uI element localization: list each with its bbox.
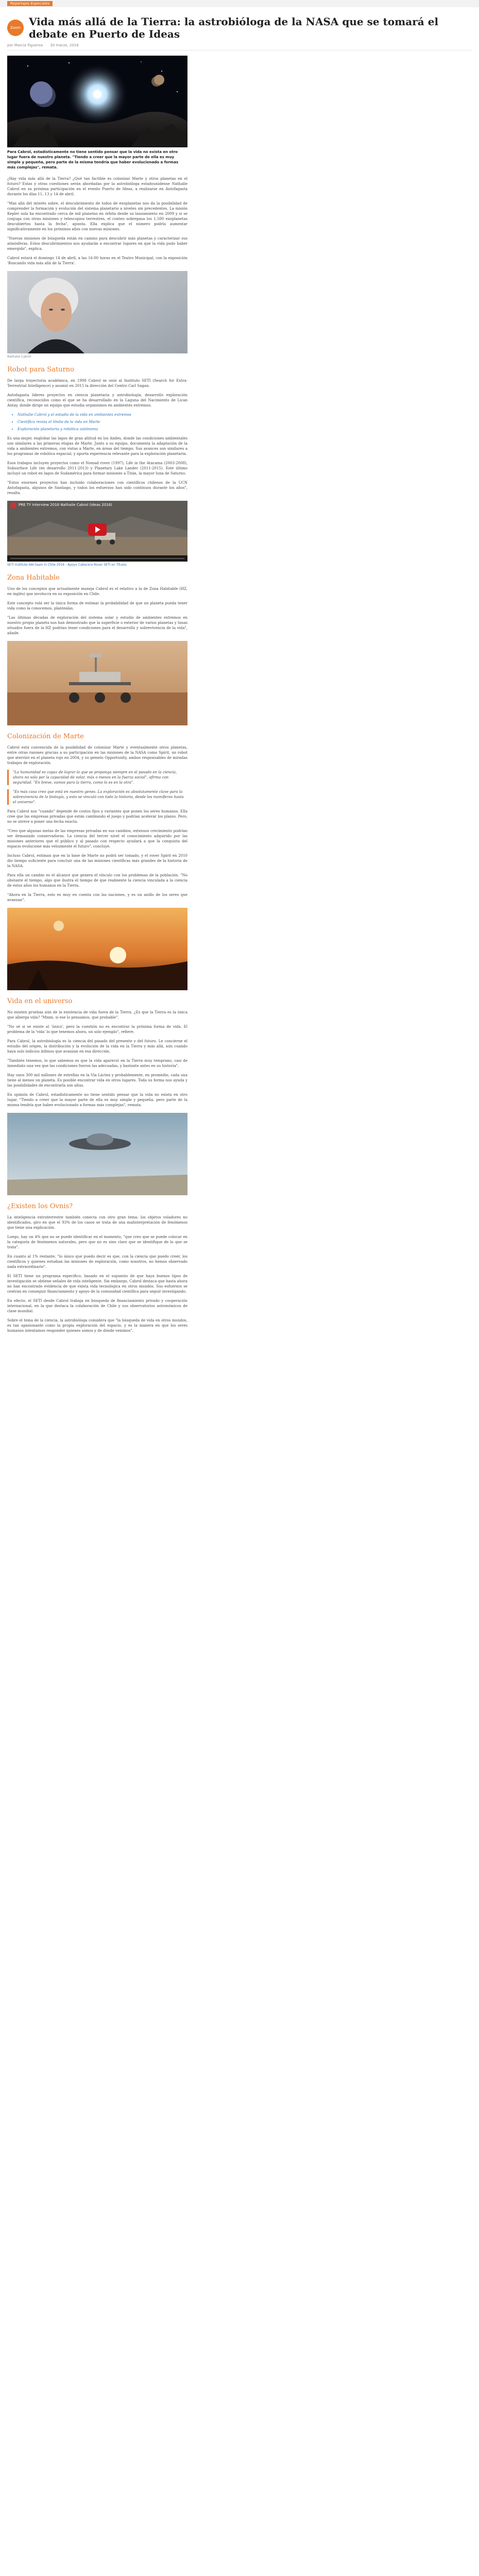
section-paragraph: En efecto, el SETI desde Cabrol trabaja en búsqueda de financiamiento privado y cooperación internacional, en la que destaca la colaboración de Chile y sus observatorios astronómicos de clase mundial. [7, 1299, 187, 1313]
video-progress-bar[interactable] [10, 558, 184, 559]
section-paragraph: "No sé si se existe al 'único', pero la cuestión no es encontrar la próxima forma de vida. El problema de la 'vida' lo que tenemos ahora, un solo ejemplo", refiere. [7, 1025, 187, 1034]
portrait-caption: Nathalie Cabrol [7, 355, 31, 359]
bottom-spacer [7, 1333, 187, 1344]
section-heading-universe: Vida en el universo [7, 997, 73, 1005]
author-link[interactable]: por Marcia Figueroa [7, 43, 43, 47]
section-paragraph: Para Cabrol nos "cuando" depende de costos fijos y variantes que ponen los seres humanos. Ella cree que las empresas privadas que están cambiando el juego y podrían acelerar los plazos. Pero, no se atreve a poner una fecha exacta. [7, 809, 187, 824]
landscape-figure [7, 908, 187, 990]
intro-paragraph: "Nuevas misiones de búsqueda están en camino para descubrir más planetas y caracterizar sus atmósferas. Estos descubrimientos nos ayudarán a encontrar lugares en que la vida pudo haber emergido", explica. [7, 236, 187, 251]
related-links [18, 412, 187, 432]
section-paragraph: Sobre el tema de la ciencia, la astrobióloga considera que "la búsqueda de vida en otros mundos, es tan apasionante como la propia exploración del espacio, y es la manera en que los seres humanos intentamos responder quienes somos y de dónde venimos". [7, 1318, 187, 1333]
video-caption[interactable]: SETI Institute NAI team in Chile 2016 - Apoyo Cabecera Rover SETI en Títulos [7, 563, 127, 567]
pull-quote: "Es más casa creo que está en nuestro genes. La exploración es absolutamente clave para la sobrevivencia de la biología, y esto se vinculó con todo la historia, desde los mamíferos hasta el universo". [7, 789, 187, 805]
section-paragraph: "Creo que algunas metas de las empresas privadas en sus cambios, extensos crecimiento podrían ser demasiado conservadoras. La ciencia del tercer nivel el conocimiento adquirido por las misiones anteriores que el público y al pasado con respecto ayudará a que la conquista del espacio evolucione más velozmente el futuro", concluye. [7, 829, 187, 849]
section-paragraph: El SETI tiene un programa específico, basado en el supuesto de que haya buenos tipos de investigación se obtiene señales de vida inteligente. Sin embargo, Cabrol destaca que hasta ahora no han encontrado evidencia de que exista vida tecnológica en otros mundos. Sus esfuerzos se centran en conseguir financiamiento y apoyo de la comunidad científica para seguir investigando. [7, 1274, 187, 1294]
intro-paragraph: "Mas allá del interés sobre, el descubrimiento de todos de exoplanetas nos da la posibilidad de comprender la formación y evolución del sistema planetario a niveles sin precedentes. La misión Kepler sola ha encontrado cerca de mil planetas en órbita desde su lanzamiento en 2009 y si se conjuga con otras misiones y telescopios terrestres, el conteo sobrepasa los 1.500 exoplanetas descubiertos hasta la fecha", apunta. Ella explica que el número podría aumentar significativamente en los próximos años con nuevas misiones. [7, 201, 187, 231]
section-paragraph: No existen pruebas aún de la existencia de vida fuera de la Tierra. ¿Es que la Tierra es la única que alberga vida? "Mmm, si ese lo pensamos, que probable". [7, 1010, 187, 1020]
section-paragraph: Uno de los conceptos que actualmente maneja Cabrol es el relativo a la de Zona Habitable (HZ, en inglés) que involucra en su exposición en Chile. [7, 587, 187, 596]
top-bar [0, 0, 479, 7]
section-paragraph: Luego, hay un 4% que no se puede identificar en el momento, "que creo que se puede colocar en la categoría de fenómenos naturales, pero que no es sino claro que se identifique de lo que se trata". [7, 1235, 187, 1249]
video-controls [7, 555, 187, 562]
article-body [7, 56, 187, 1344]
section-paragraph: Antofagasta lideres proyectos en ciencia planetaria y astrobiología, desarrollo exploración científica, reconocidos como el que se ha desarrollado en la Laguna del Nacimiento de Lican Antay, donde dirige un equipo que estudia organismos en ambientes extremos. [7, 393, 187, 408]
ufo-figure [7, 1113, 187, 1195]
section-paragraph: Es una mujer, englobar las lagos de gran altitud en los Andes, donde las condiciones ambientales son similares a las primeras etapas de Marte. Junto a su equipo, documenta la adaptación de la vida a ambientes extremos, con vistas a Marte, en áreas del tiempo. Sus avances son similares a los programas de robótica espacial, y aporta experiencia relevante para la exploración planetaria. [7, 436, 187, 456]
section-paragraph: Este concepto volá ser la única forma de estimar la probabilidad de que un planeta pueda tener vida como la conocemos, plantealas. [7, 601, 187, 611]
intro-paragraph: Cabrol estará el domingo 14 de abril, a las 16:00 horas en el Teatro Municipal, con la exposición 'Buscando vida más allá de la Tierra'. [7, 256, 187, 265]
video-title[interactable]: PRE TY Interview 2016 Nathalie Cabrol (Ideas 2016) [19, 503, 112, 507]
category-tag[interactable]: Reportajes Especiales [7, 1, 53, 6]
section-heading-habitable: Zona Habitable [7, 574, 60, 582]
section-paragraph: "Estos enormes proyectos han incluido colaboraciones con científicos chilenos de la UCN Antofagasta, algunos de Santiago, y todos los esfuerzos han sido continuos durante los años", resalta. [7, 481, 187, 495]
channel-icon[interactable] [10, 502, 16, 509]
play-button[interactable] [88, 523, 107, 536]
rover-figure [7, 641, 187, 725]
section-paragraph: Para ella un cambio es el alcance que genera el vínculo con los problemas de la población. "No obstante el tiempo, algo que ilustra el tiempo de que realmente la ciencia vinculada a la ciencia de estos años los humanos en la Tierra. [7, 873, 187, 888]
hero-caption: Para Cabrol, estadísticamente no tiene sentido pensar que la vida no exista en otro lugar fuera de nuestro planeta. "Tiendo a creer que la mayor parte de ella es muy simple y pequeña, pero parte de la misma tendría que haber evolucionado a formas más complejas", remata. [7, 150, 179, 170]
section-paragraph: Esos trabajos incluyen proyectos como el Nomad rover (1997), Life in the Atacama (2003-2008), Subsurface Life (en desarrollo 2011-2013) y Planetary Lake Lander (2011-2015). Este último incluyó un robot en lagos de Sudamérica para formar misiones a Titán, la mayor luna de Saturno. [7, 461, 187, 476]
article-meta [7, 43, 472, 50]
section-paragraph: En opinión de Cabrol, estadísticamente no tiene sentido pensar que la vida no exista en otro lugar. "Tiendo a creer que la mayor parte de ella es muy simple y pequeña, pero parte de la misma tendría que haber evolucionado a formas más complejas", remata. [7, 1093, 187, 1107]
section-heading-ovnis: ¿Existen los Ovnis? [7, 1202, 73, 1210]
pull-quote: "La humanidad es capaz de lograr lo que se proponga siempre en el pasado en la ciencia, ahora no solo por la capacidad de volar, más o menos en la fuerza social", afirma con seguridad. "En breve, vamos para la tierra, como lo es en la otra". [7, 770, 187, 785]
section-paragraph: De larga trayectoria académica, en 1998 Cabrol se unió al Instituto SETI (Search for Extra-Terrestrial Intelligence) y asumió en 2015 la dirección del Centro Carl Sagan. [7, 379, 187, 388]
portrait-figure [7, 271, 187, 359]
ufo-image [7, 1113, 187, 1195]
section-paragraph: "También tenemos, lo que sabemos es que la vida apareció en la Tierra muy temprano, casi de inmediato una vez que las condiciones fueron las adecuadas, y bastante antes en su historia". [7, 1059, 187, 1068]
embedded-video[interactable] [7, 501, 187, 562]
portrait-photo [7, 271, 187, 353]
section-badge[interactable]: Zoom [7, 20, 24, 36]
related-link[interactable]: • Científica revisa el límite de la vida en Marte [18, 419, 187, 425]
section-heading-mars: Colonización de Marte [7, 733, 84, 740]
section-paragraph: Incluso Cabrol, estiman que en la base de Marte no podrá ser tomado, y el rover Spirit en 2010 dio tiempo suficiente para concluir una de las misiones científicas más grandes de la historia de la NASA. [7, 854, 187, 868]
related-link[interactable]: • Nathalie Cabrol y el estudio de la vida en ambientes extremos [18, 412, 187, 417]
exoplanet-illustration [7, 56, 187, 147]
section-heading-robots: Robot para Saturno [7, 366, 74, 374]
section-paragraph: "Las últimas décadas de exploración del sistema solar y estudio de ambientes extremos en nuestro propio planeta nos han demostrado que la superficie o exterior de varios planetas y lunas situados fuera de la HZ podrían tener condiciones para el desarrollo y sobrevivencia de la vida", añade. [7, 616, 187, 635]
article-header [0, 7, 479, 41]
section-paragraph: La inteligencia extraterrestre también conecta con otro gran tema: los objetos voladores no identificados, giro en que el 93% de los casos se trata de una malinterpretación de fenómenos que tiene una explicación. [7, 1215, 187, 1230]
section-paragraph: En cuanto al 1% restante, "lo único que puedo decir es que, con la ciencia que puedo creer, los científicos y quienes estudian las misiones de exploración, como nosotros, no hemos observado nada extraordinario". [7, 1255, 187, 1269]
section-paragraph: Para Cabrol, la astrobiología es la ciencia del pasado del presente y del futuro. Le concierne el estudio del origen, la distribución y la evolución de la vida en la Tierra y más allá, aún cuando haya solo indicios ínfimos que avanzan en esa dirección. [7, 1039, 187, 1054]
section-paragraph: "Ahora en la Tierra, esto es muy en cuenta con las naciones, y es un anillo de los seres que avanzan". [7, 893, 187, 902]
article-title: Vida más allá de la Tierra: la astrobióloga de la NASA que se tomará el debate en Puerto de Ideas [29, 15, 439, 40]
mars-rover-image [7, 641, 187, 725]
alien-sunset-image [7, 908, 187, 990]
section-paragraph: Hay unos 300 mil millones de estrellas en la Vía Láctea y probablemente, en promedio, cada una tiene al menos un planeta. Es posible encontrar vida en otros lugares. Toda su forma nos ayuda y las posibilidades de encontrarla son altas. [7, 1073, 187, 1088]
publish-date: 30 marzo, 2016 [50, 43, 79, 47]
section-paragraph: Cabrol está convencida de la posibilidad de colonizar Marte y eventualmente otros planetas, entre otras razones gracias a su participación en las misiones de la NASA como Spirit, un robot que aterrizó en el planeta rojo en 2004, y su gemelo Opportunity, ambos responsables de miradas trabajos de exploración. [7, 745, 187, 765]
intro-paragraph: ¿Hay vida más allá de la Tierra? ¿Qué tan factible es colonizar Marte y otros planetas en el futuro? Estas y otras cuestiones serán abordadas por la astrobióloga estadounidense Nathalie Cabrol en su próxima participación en el evento Puerto de Ideas, a realizarse en Antofagasta durante los días 11, 13 y 14 de abril. [7, 177, 187, 196]
related-link[interactable]: • Exploración planetaria y robótica autónoma [18, 427, 187, 432]
hero-image [7, 56, 187, 147]
